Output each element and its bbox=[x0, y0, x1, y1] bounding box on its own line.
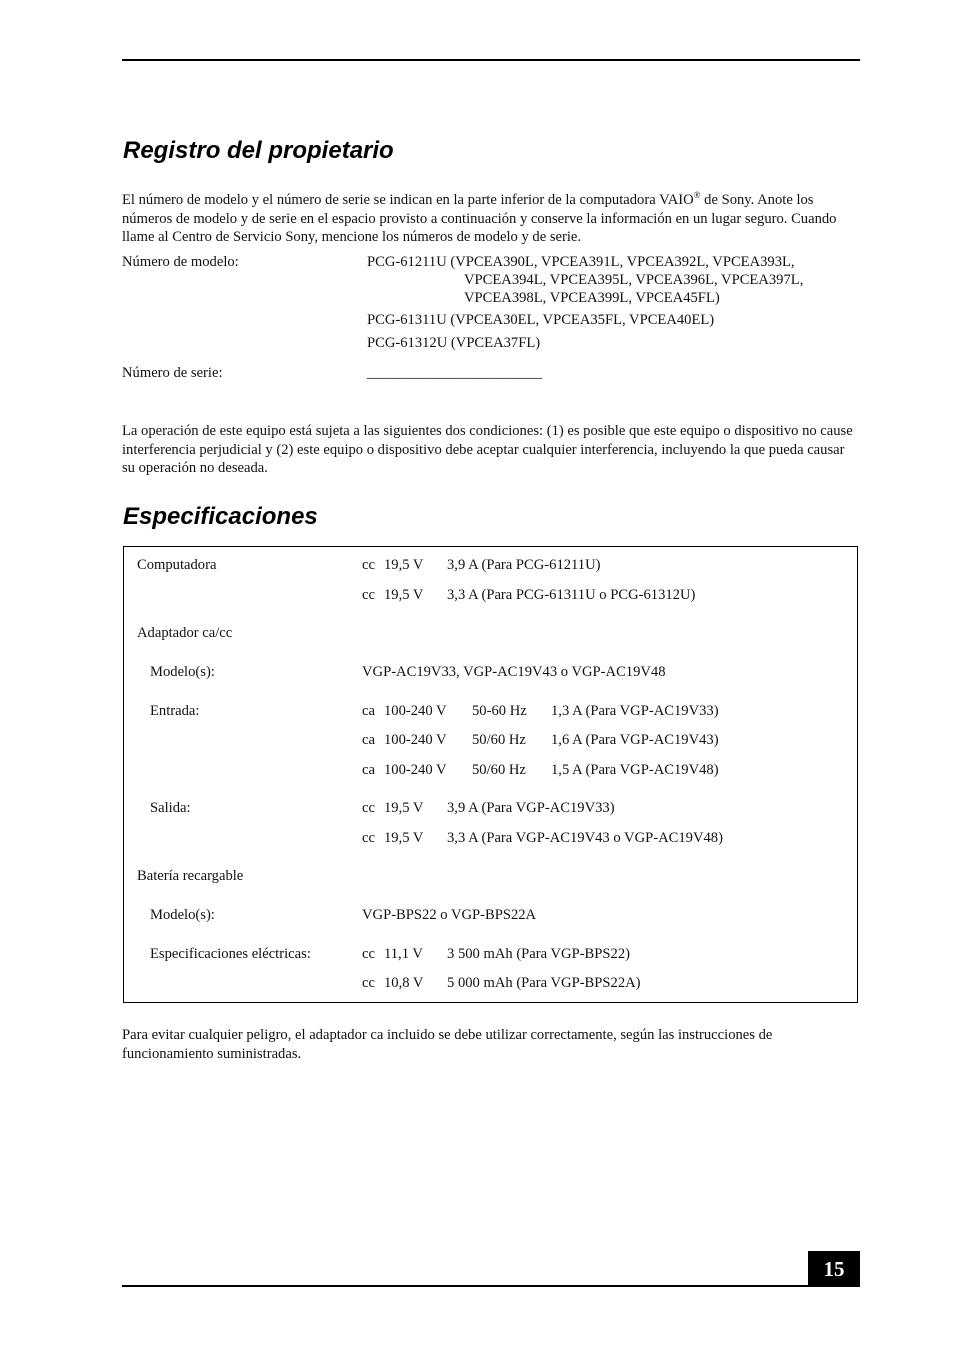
serial-number-blank: ________________________ bbox=[367, 365, 543, 381]
section-title-especificaciones: Especificaciones bbox=[123, 503, 318, 530]
spec-value: cc 10,8 V 5 000 mAh (Para VGP-BPS22A) bbox=[362, 975, 641, 991]
spec-label-bateria-modelo: Modelo(s): bbox=[150, 907, 215, 923]
spec-label-salida: Salida: bbox=[150, 800, 191, 816]
spec-value: ca 100-240 V 50/60 Hz 1,6 A (Para VGP-AC19V43) bbox=[362, 732, 719, 748]
spec-label-adaptador: Adaptador ca/cc bbox=[137, 625, 233, 641]
spec-value: cc 19,5 V 3,9 A (Para PCG-61211U) bbox=[362, 557, 601, 573]
model-line: PCG-61311U (VPCEA30EL, VPCEA35FL, VPCEA40EL) bbox=[367, 312, 715, 328]
spec-label-adaptador-modelo: Modelo(s): bbox=[150, 664, 215, 680]
spec-value: cc 11,1 V 3 500 mAh (Para VGP-BPS22) bbox=[362, 946, 630, 962]
spec-label-electricas: Especificaciones eléctricas: bbox=[150, 946, 311, 962]
top-rule bbox=[122, 59, 860, 61]
specs-table bbox=[123, 546, 858, 1003]
spec-value: cc 19,5 V 3,9 A (Para VGP-AC19V33) bbox=[362, 800, 615, 816]
section-title-registro: Registro del propietario bbox=[123, 137, 394, 164]
page-number: 15 bbox=[808, 1251, 860, 1287]
registro-intro: El número de modelo y el número de serie se indican en la parte inferior de la computadora VAIO® de Sony. Anote los números de modelo y de serie en el espacio provisto a continuación y conserve la información en un lugar seguro. Cuando llame al Centro de Servicio Sony, mencione los números de modelo y de serie. bbox=[122, 190, 837, 245]
spec-value: VGP-BPS22 o VGP-BPS22A bbox=[362, 907, 537, 923]
model-number-label: Número de modelo: bbox=[122, 254, 239, 270]
spec-label-entrada: Entrada: bbox=[150, 703, 200, 719]
model-line: PCG-61211U (VPCEA390L, VPCEA391L, VPCEA392L, VPCEA393L, bbox=[367, 254, 795, 270]
model-line: VPCEA394L, VPCEA395L, VPCEA396L, VPCEA397L, bbox=[464, 272, 804, 288]
conditions-paragraph: La operación de este equipo está sujeta a las siguientes dos condiciones: (1) es posible que este equipo o dispositivo no cause interferencia perjudicial y (2) este equipo o dispositivo debe aceptar cualquier interferencia, incluyendo la que pueda causar su operación no deseada. bbox=[122, 423, 853, 476]
spec-value: cc 19,5 V 3,3 A (Para PCG-61311U o PCG-61312U) bbox=[362, 587, 696, 603]
spec-value: ca 100-240 V 50-60 Hz 1,3 A (Para VGP-AC19V33) bbox=[362, 703, 719, 719]
spec-label-computadora: Computadora bbox=[137, 557, 217, 573]
safety-paragraph: Para evitar cualquier peligro, el adaptador ca incluido se debe utilizar correctamente, según las instrucciones de funcionamiento suministradas. bbox=[122, 1027, 773, 1062]
spec-value: cc 19,5 V 3,3 A (Para VGP-AC19V43 o VGP-AC19V48) bbox=[362, 830, 723, 846]
spec-value: ca 100-240 V 50/60 Hz 1,5 A (Para VGP-AC19V48) bbox=[362, 762, 719, 778]
bottom-rule bbox=[122, 1285, 860, 1287]
spec-label-bateria: Batería recargable bbox=[137, 868, 244, 884]
model-line: PCG-61312U (VPCEA37FL) bbox=[367, 335, 541, 351]
spec-value: VGP-AC19V33, VGP-AC19V43 o VGP-AC19V48 bbox=[362, 664, 666, 680]
model-line: VPCEA398L, VPCEA399L, VPCEA45FL) bbox=[464, 290, 720, 306]
serial-number-label: Número de serie: bbox=[122, 365, 223, 381]
